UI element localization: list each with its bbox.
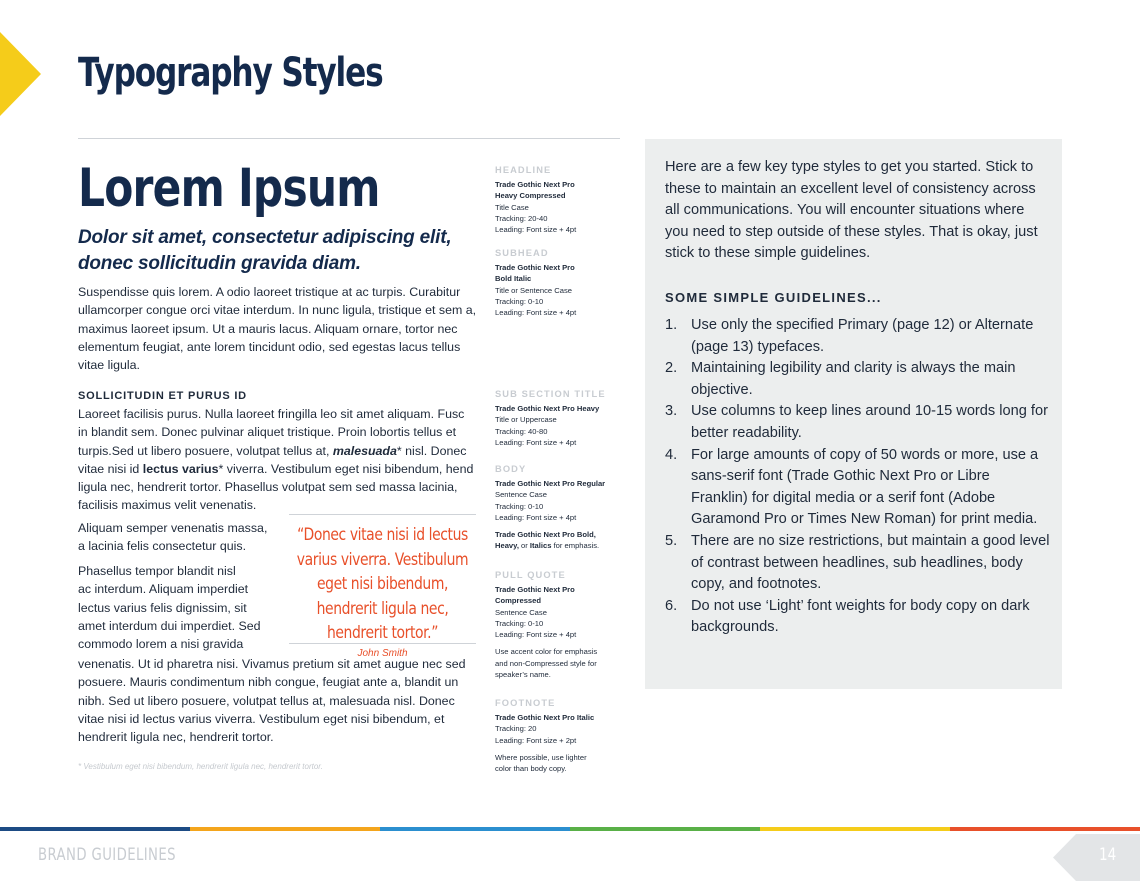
spec-label: SUB SECTION TITLE: [495, 389, 606, 399]
list-item: 4. For large amounts of copy of 50 words or more, use a sans-serif font (Trade Gothic Next Pro or Libre Franklin) for digital media or a serif font (Adobe Garamond Pro or Times New Roman) for print media.: [665, 446, 1039, 528]
list-item: 2. Maintaining legibility and clarity is always the main objective.: [665, 360, 1016, 398]
spec-body: BODY Trade Gothic Next Pro Regular Sentence Case Tracking: 0-10 Leading: Font size + 4pt Trade Gothic Next Pro Bold, Heavy, or Italics for emphasis.: [495, 463, 625, 552]
title-divider: [78, 138, 620, 139]
tail-line: venenatis. Ut id pharetra nisi. Vivamus pretium sit amet augue nec sed: [78, 657, 466, 671]
wrap-line: Phasellus tempor blandit nisl: [78, 564, 236, 578]
list-item: 6. Do not use ‘Light’ font weights for body copy on dark backgrounds.: [665, 597, 1030, 636]
body2-line: Laoreet facilisis purus. Nulla laoreet fringilla leo sit amet aliquam. Fusc: [78, 407, 465, 421]
body2-line: vitae nisi id lectus varius* viverra. Vestibulum eget nisi bibendum, hend: [78, 461, 474, 476]
spec-label: BODY: [495, 464, 527, 474]
guidelines-heading: SOME SIMPLE GUIDELINES...: [665, 290, 882, 305]
wrap-line: a lacinia felis consectetur quis.: [78, 539, 247, 554]
sample-subhead: Dolor sit amet, consectetur adipiscing elit, donec sollicitudin gravida diam.: [78, 227, 452, 274]
tail-line: hendrerit ligula nec, hendrerit tortor.: [78, 730, 274, 745]
wrap-line: amet interdum dui imperdiet. Sed: [78, 618, 261, 633]
list-item: 3. Use columns to keep lines around 10-15 words long for better readability.: [665, 403, 1048, 441]
pull-quote-text: “Donec vitae nisi id lectus varius viverra. Vestibulum eget nisi bibendum, hendrerit ligula nec, hendrerit tortor.”: [296, 525, 469, 643]
spec-subhead: SUBHEAD Trade Gothic Next Pro Bold Italic Title or Sentence Case Tracking: 0-10 Leading: Font size + 4pt: [495, 247, 625, 318]
color-segment: [0, 827, 190, 831]
footer-color-bar: [0, 827, 1140, 831]
spec-label: PULL QUOTE: [495, 570, 566, 580]
page-number-tab: [1053, 834, 1140, 881]
body-tail: [78, 655, 478, 746]
italic-emphasis: malesuada: [332, 443, 397, 458]
spec-pull-quote: PULL QUOTE Trade Gothic Next Pro Compressed Sentence Case Tracking: 0-10 Leading: Font size + 4pt Use accent color for emphasis and non-Compressed style for speaker’s name.: [495, 569, 625, 680]
spec-footnote: FOOTNOTE Trade Gothic Next Pro Italic Tracking: 20 Leading: Font size + 2pt Where possible, use lighter color than body copy.: [495, 697, 625, 774]
tail-line: vitae nisi id lectus varius viverra. Vestibulum eget nisi bibendum, et: [78, 711, 445, 726]
spec-label: FOOTNOTE: [495, 698, 556, 708]
color-segment: [190, 827, 380, 831]
color-segment: [760, 827, 950, 831]
tail-line: nibh. Sed ut libero posuere, volutpat tellus at, malesuada nisl. Donec: [78, 693, 455, 708]
page-number: 14: [1099, 845, 1117, 865]
sample-footnote: * Vestibulum eget nisi bibendum, hendrerit ligula nec, hendrerit tortor.: [78, 762, 323, 771]
page-title: Typography Styles: [78, 50, 383, 96]
color-segment: [570, 827, 760, 831]
pull-quote: [289, 514, 476, 659]
wrap-line: lectus varius felis dignissim, sit: [78, 600, 247, 615]
list-item: 1. Use only the specified Primary (page 12) or Alternate (page 13) typefaces.: [665, 317, 1034, 355]
wrap-paragraph-2: [78, 562, 278, 653]
body2-line: ligula nec, hendrerit tortor. Phasellus volutpat sem sed massa lacinia,: [78, 480, 458, 495]
wrap-line: ac interdum. Aliquam imperdiet: [78, 582, 249, 597]
body2-line: in blandit sem. Donec pulvinar aliquet tristique. Proin lobortis tellus et: [78, 425, 457, 440]
list-item: 5. There are no size restrictions, but maintain a good level of contrast between headlines, sub headlines, body copy, and footnotes.: [665, 532, 1050, 593]
tail-line: posuere. Mauris condimentum nibh congue, feugiat ante a, blandit un: [78, 675, 459, 690]
sample-body2-block: [78, 405, 478, 515]
wrap-line: commodo lorem a nisi gravida: [78, 637, 244, 652]
guidelines-list: [665, 315, 1050, 639]
body2-line: facilisis maximus velit venenatis.: [78, 498, 257, 513]
corner-arrow-accent: [0, 32, 41, 116]
body2-line: turpis.Sed ut libero posuere, volutpat tellus at, malesuada* nisl. Donec: [78, 443, 467, 458]
spec-label: SUBHEAD: [495, 248, 549, 258]
wrap-paragraph-1: [78, 519, 278, 556]
sample-headline: Lorem Ipsum: [78, 158, 380, 219]
wrap-line: Aliquam semper venenatis massa,: [78, 521, 268, 535]
color-segment: [380, 827, 570, 831]
sample-section-title: SOLLICITUDIN ET PURUS ID: [78, 390, 247, 402]
spec-sub-section-title: SUB SECTION TITLE Trade Gothic Next Pro Heavy Title or Uppercase Tracking: 40-80 Leading: Font size + 4pt: [495, 388, 625, 448]
bold-emphasis: lectus varius: [142, 461, 219, 476]
pull-quote-author: John Smith: [357, 647, 408, 659]
footer-label: BRAND GUIDELINES: [38, 845, 176, 865]
spec-label: HEADLINE: [495, 165, 552, 175]
color-segment: [950, 827, 1140, 831]
guidelines-panel: [645, 139, 1062, 689]
sample-body-paragraph: Suspendisse quis lorem. A odio laoreet tristique at ac turpis. Curabitur ullamcorper congue orci vitae interdum. In nunc ligula, tristique et sem a, maximus laoreet ipsum. Ut a mauris lacus. Aliquam ornare, tortor nec elementum feugiat, ante lorem tincidunt odio, sed egestas lacus tellus vitae ligula.: [78, 285, 477, 373]
spec-headline: HEADLINE Trade Gothic Next Pro Heavy Compressed Title Case Tracking: 20-40 Leading: Font size + 4pt: [495, 164, 625, 235]
guidelines-intro: Here are a few key type styles to get you started. Stick to these to maintain an excellent level of consistency across all communications. You will encounter situations where you need to step outside of these styles. That is okay, just stick to these simple guidelines.: [665, 159, 1038, 262]
